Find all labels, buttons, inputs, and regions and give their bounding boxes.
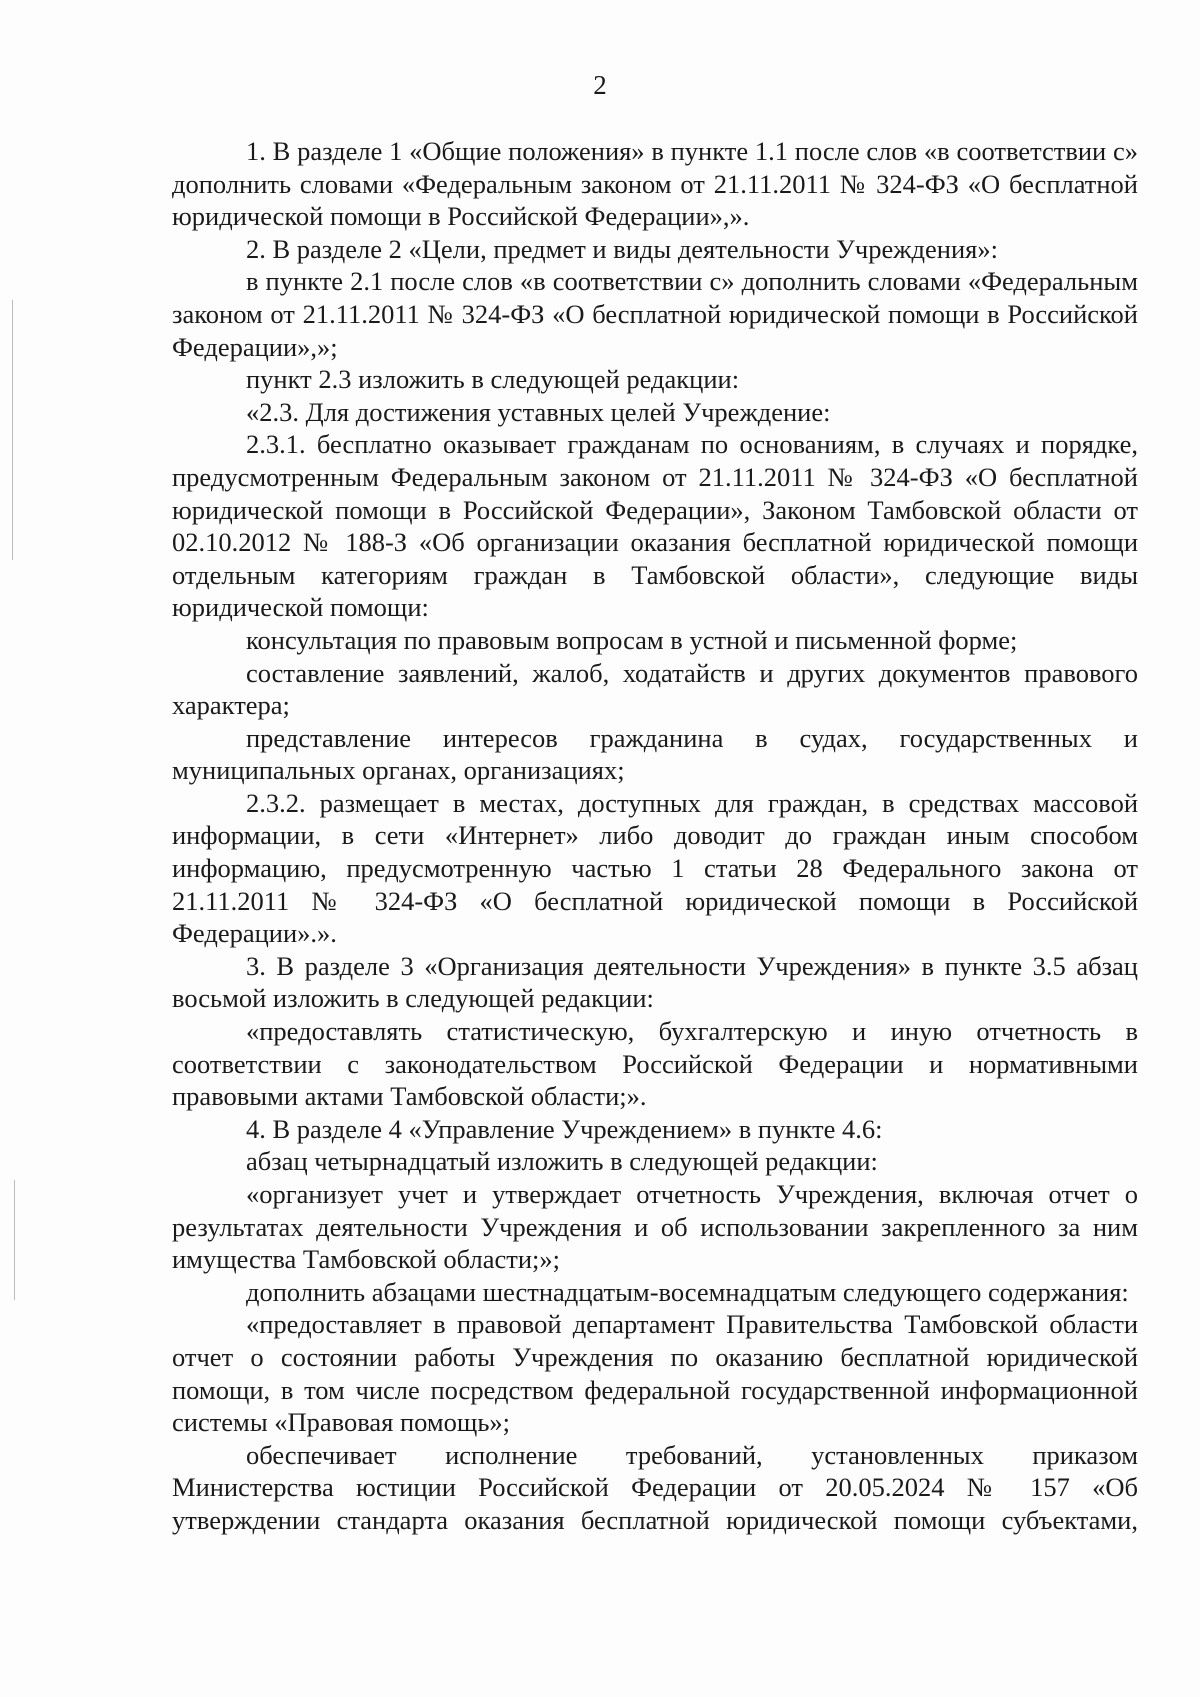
document-body	[172, 135, 1138, 1537]
paragraph: 2.3.2. размещает в местах, доступных для граждан, в средствах массовой информации, в сети «Интернет» либо доводит до граждан иным способом информацию, предусмотренную частью 1 статьи 28 Федерального закона от 21.11.2011 № 324-ФЗ «О бесплатной юридической помощи в Российской Федерации».».	[172, 787, 1138, 949]
paragraph: в пункте 2.1 после слов «в соответствии с» дополнить словами «Федеральным законом от 21.11.2011 № 324-ФЗ «О бесплатной юридической помощи в Российской Федерации»,»;	[172, 266, 1138, 362]
paragraph: составление заявлений, жалоб, ходатайств и других документов правового характера;	[172, 657, 1138, 721]
paragraph: 1. В разделе 1 «Общие положения» в пункте 1.1 после слов «в соответствии с» дополнить словами «Федеральным законом от 21.11.2011 № 324-ФЗ «О бесплатной юридической помощи в Российской Федерации»,».	[172, 136, 1138, 232]
paragraph: «предоставлять статистическую, бухгалтерскую и иную отчетность в соответствии с законодательством Российской Федерации и нормативными правовыми актами Тамбовской области;».	[172, 1016, 1138, 1112]
scan-edge-mark	[12, 300, 13, 560]
paragraph: 4. В разделе 4 «Управление Учреждением» в пункте 4.6:	[246, 1113, 883, 1144]
paragraph: абзац четырнадцатый изложить в следующей редакции:	[246, 1146, 878, 1177]
paragraph: представление интересов гражданина в судах, государственных и муниципальных органах, организациях;	[172, 722, 1138, 786]
scan-edge-mark	[14, 1180, 15, 1300]
page-number: 2	[593, 70, 607, 100]
paragraph: «организует учет и утверждает отчетность Учреждения, включая отчет о результатах деятельности Учреждения и об использовании закрепленного за ним имущества Тамбовской области;»;	[172, 1179, 1138, 1275]
paragraph: дополнить абзацами шестнадцатым-восемнадцатым следующего содержания:	[246, 1276, 1129, 1307]
paragraph: 2. В разделе 2 «Цели, предмет и виды деятельности Учреждения»:	[246, 233, 998, 264]
paragraph: «предоставляет в правовой департамент Правительства Тамбовской области отчет о состоянии работы Учреждения по оказанию бесплатной юридической помощи, в том числе посредством федеральной государственной информационной системы «Правовая помощь»;	[172, 1309, 1138, 1438]
paragraph: 2.3.1. бесплатно оказывает гражданам по основаниям, в случаях и порядке, предусмотренным Федеральным законом от 21.11.2011 № 324-ФЗ «О бесплатной юридической помощи в Российской Федерации», Законом Тамбовской области от 02.10.2012 № 188-З «Об организации оказания бесплатной юридической помощи отдельным категориям граждан в Тамбовской области», следующие виды юридической помощи:	[172, 429, 1138, 623]
paragraph: пункт 2.3 изложить в следующей редакции:	[246, 364, 740, 395]
paragraph: консультация по правовым вопросам в устной и письменной форме;	[246, 624, 1018, 655]
paragraph: обеспечивает исполнение требований, установленных приказом Министерства юстиции Российской Федерации от 20.05.2024 № 157 «Об утверждении стандарта оказания бесплатной юридической помощи субъектами,	[172, 1439, 1138, 1535]
paragraph: «2.3. Для достижения уставных целей Учреждение:	[246, 396, 831, 427]
paragraph: 3. В разделе 3 «Организация деятельности Учреждения» в пункте 3.5 абзац восьмой изложить в следующей редакции:	[172, 950, 1138, 1014]
